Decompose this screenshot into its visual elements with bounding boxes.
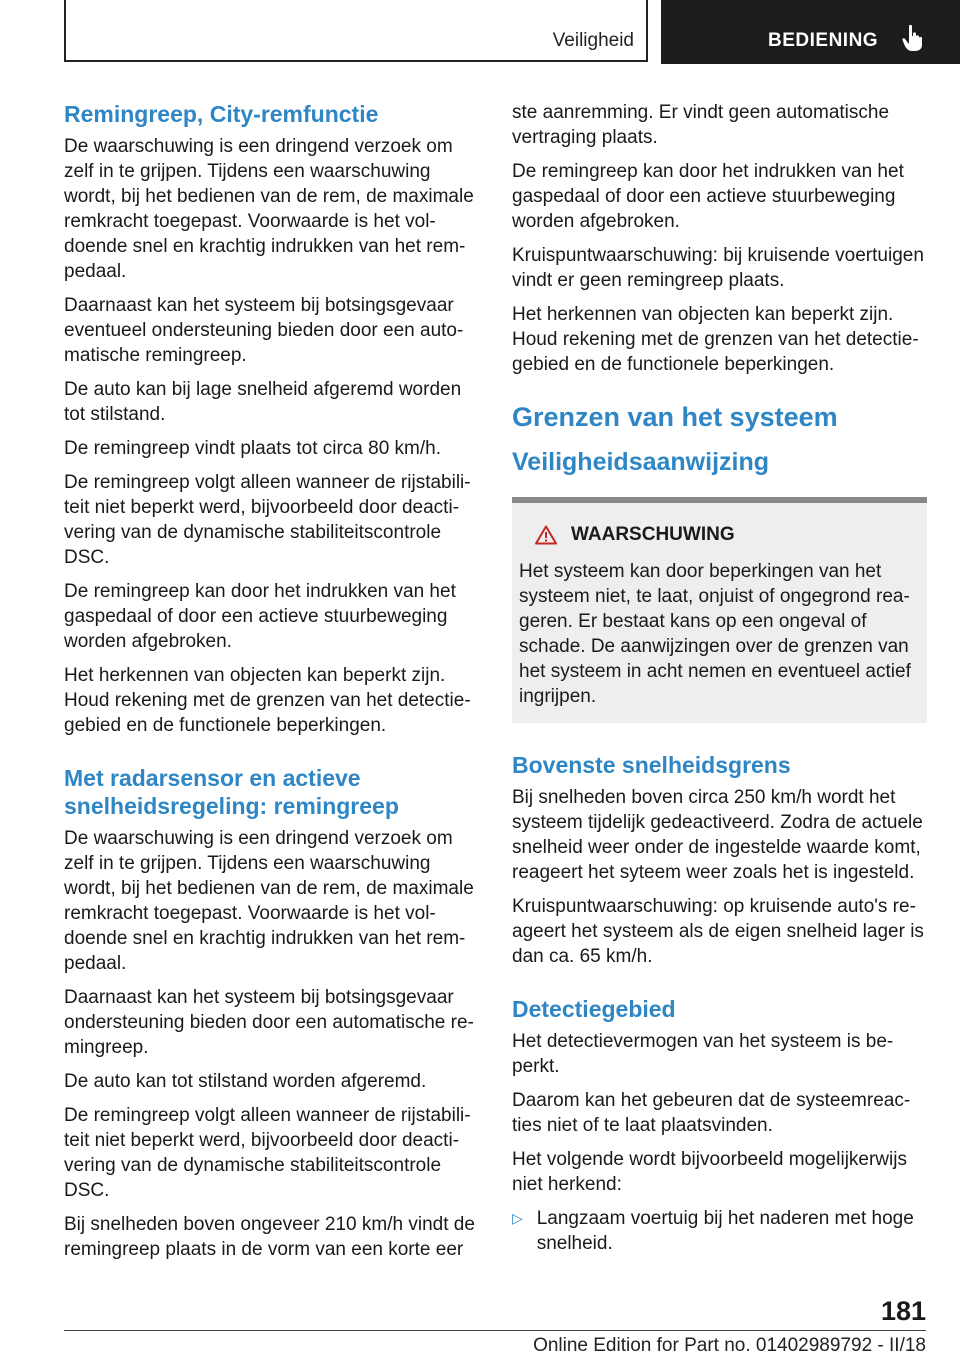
bullet-triangle-icon: ▷ bbox=[512, 1210, 523, 1226]
heading-veiligheidsaanwijzing: Veiligheidsaanwijzing bbox=[512, 448, 770, 476]
section-tab bbox=[64, 0, 648, 62]
paragraph: Bij snelheden boven ongeveer 210 km/h vindt de remingreep plaats in de vorm van een korte eer bbox=[64, 1214, 475, 1260]
heading-grenzen: Grenzen van het systeem bbox=[512, 402, 838, 432]
right-column bbox=[512, 100, 927, 1256]
heading-detectiegebied: Detectiegebied bbox=[512, 996, 676, 1022]
paragraph: De auto kan bij lage snelheid afgeremd worden tot stilstand. bbox=[64, 379, 462, 425]
heading-remingreep-city: Remingreep, City-remfunctie bbox=[64, 101, 379, 127]
paragraph: De remingreep vindt plaats tot circa 80 km/h. bbox=[64, 438, 442, 459]
warning-triangle-icon bbox=[535, 525, 557, 545]
warning-title: WAARSCHUWING bbox=[571, 524, 735, 545]
chapter-tab bbox=[661, 0, 960, 64]
footer-rule bbox=[64, 1330, 926, 1331]
paragraph: Kruispuntwaarschuwing: op kruisende auto's reageert het systeem als de eigen snelheid lager is dan ca. 65 km/h. bbox=[512, 896, 924, 967]
paragraph: Het volgende wordt bijvoorbeeld mogelijkerwijs niet herkend: bbox=[512, 1149, 907, 1195]
paragraph: Daarnaast kan het systeem bij botsingsgevaar ondersteuning bieden door een automatische remingreep. bbox=[64, 987, 474, 1058]
warning-text: Het systeem kan door beperkingen van het systeem niet, te laat, onjuist of ongegrond reageren. Er bestaat kans op een ongeval of schade. De aanwijzingen over de grenzen van het systeem in acht nemen en eventueel actief ingrijpen. bbox=[519, 561, 911, 707]
list-item bbox=[512, 1206, 927, 1256]
page-header bbox=[64, 0, 960, 64]
paragraph: De waarschuwing is een dringend verzoek om zelf in te grijpen. Tijdens een waarschuwing wordt, bij het bedienen van de rem, de maximale remkracht toegepast. Voorwaarde is het voldoende snel en krachtig indrukken van het rempedaal. bbox=[64, 828, 474, 974]
paragraph: Kruispuntwaarschuwing: bij kruisende voertuigen vindt er geen remingreep plaats. bbox=[512, 245, 924, 291]
page-number: 181 bbox=[880, 1296, 926, 1326]
heading-radarsensor: Met radarsensor en actieve snelheidsregeling: remingreep bbox=[64, 765, 399, 819]
warning-heading bbox=[519, 523, 917, 547]
paragraph: De remingreep volgt alleen wanneer de rijstabiliteit niet beperkt werd, bijvoorbeeld door deactivering van de dynamische stabiliteitscontrole DSC. bbox=[64, 472, 471, 568]
paragraph: Daarom kan het gebeuren dat de systeemreacties niet of te laat plaatsvinden. bbox=[512, 1090, 911, 1136]
chapter-title: BEDIENING bbox=[768, 30, 879, 51]
paragraph: Het herkennen van objecten kan beperkt zijn. Houd rekening met de grenzen van het detectiegebied en de functionele beperkingen. bbox=[64, 665, 471, 736]
pointing-hand-icon bbox=[902, 24, 924, 52]
paragraph: De remingreep volgt alleen wanneer de rijstabiliteit niet beperkt werd, bijvoorbeeld door deactivering van de dynamische stabiliteitscontrole DSC. bbox=[64, 1105, 471, 1201]
paragraph: De waarschuwing is een dringend verzoek om zelf in te grijpen. Tijdens een waarschuwing wordt, bij het bedienen van de rem, de maximale remkracht toegepast. Voorwaarde is het voldoende snel en krachtig indrukken van het rempedaal. bbox=[64, 136, 474, 282]
paragraph: ste aanremming. Er vindt geen automatische vertraging plaats. bbox=[512, 102, 890, 148]
paragraph: Bij snelheden boven circa 250 km/h wordt het systeem tijdelijk gedeactiveerd. Zodra de actuele snelheid weer onder de ingestelde waarde komt, reageert het syteem weer zoals het is ingesteld. bbox=[512, 787, 923, 883]
paragraph: Het herkennen van objecten kan beperkt zijn. Houd rekening met de grenzen van het detectiegebied en de functionele beperkingen. bbox=[512, 304, 919, 375]
list-item-text: Langzaam voertuig bij het naderen met hoge snelheid. bbox=[536, 1208, 914, 1254]
section-title: Veiligheid bbox=[552, 30, 634, 51]
paragraph: Het detectievermogen van het systeem is beperkt. bbox=[512, 1031, 894, 1077]
left-column bbox=[64, 100, 479, 1271]
paragraph: De remingreep kan door het indrukken van het gaspedaal of door een actieve stuurbeweging worden afgebroken. bbox=[512, 161, 904, 232]
warning-box bbox=[512, 497, 927, 723]
heading-snelheidsgrens: Bovenste snelheidsgrens bbox=[512, 752, 791, 778]
paragraph: De remingreep kan door het indrukken van het gaspedaal of door een actieve stuurbeweging worden afgebroken. bbox=[64, 581, 456, 652]
paragraph: Daarnaast kan het systeem bij botsingsgevaar eventueel ondersteuning bieden door een automatische remingreep. bbox=[64, 295, 464, 366]
edition-text: Online Edition for Part no. 01402989792 - II/18 bbox=[533, 1335, 926, 1356]
paragraph: De auto kan tot stilstand worden afgeremd. bbox=[64, 1071, 427, 1092]
